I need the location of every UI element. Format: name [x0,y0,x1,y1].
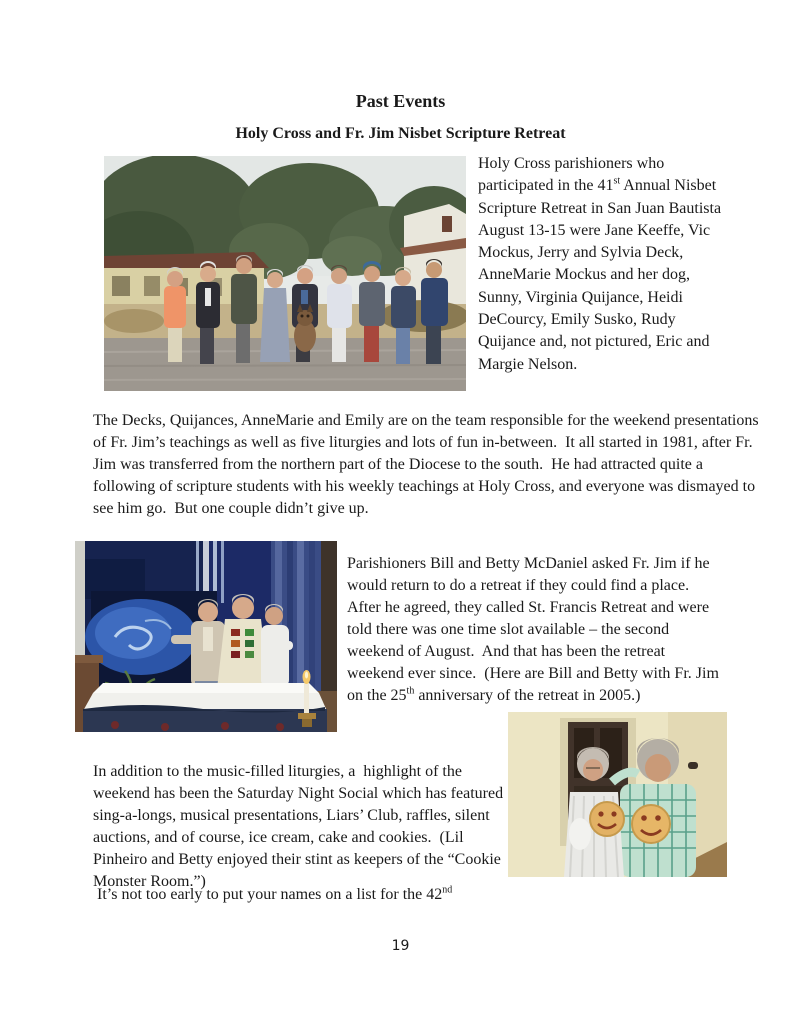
intro-paragraph [478,153,726,376]
history-paragraph: The Decks, Quijances, AnneMarie and Emily are on the team responsible for the weekend presentations of Fr. Jim’s teachings as well as five liturgies and lots of fun in-between. It all started in 1981, after Fr. Jim was transferred from the northern part of the Diocese to the south. He had attracted quite a following of scripture students with his weekly teachings at Holy Cross, and everyone was dismayed to see him go. But one couple didn’t give up. [93,412,763,517]
mcdaniel-paragraph [347,553,723,707]
social-paragraph: In addition to the music-filled liturgies, a highlight of the weekend has been the Saturday Night Social which has featured sing-a-longs, musical presentations, Liars’ Club, raffles, silent auctions, and of course, ice cream, cake and cookies. (Lil Pinheiro and Betty enjoyed their stint as keepers of the “Cookie Monster Room.”) [93,763,508,890]
ordinal-superscript: st [613,175,621,187]
closing-paragraph [93,884,523,906]
group-photo-art [104,156,466,391]
mcdaniel-text-1: Parishioners Bill and Betty McDaniel asked Fr. Jim if he would return to do a retreat if they could find a place. After he agreed, they called St. Francis Retreat and were told there was one time slot available – the second weekend of August. And that has been the retreat weekend ever since. (Here are Bill and Betty with Fr. Jim on the 25 [347,555,723,704]
intro-text-1: Holy Cross parishioners who participated in the 41 [478,155,669,195]
smiley-cookie [632,805,670,843]
ordinal-superscript: th [406,685,415,697]
page-number: 19 [391,938,410,954]
ordinal-superscript: nd [442,884,453,896]
mcdaniel-text-2: anniversary of the retreat in 2005.) [414,687,641,704]
altar-photo-art [75,541,337,732]
section-subtitle: Holy Cross and Fr. Jim Nisbet Scripture Retreat [235,125,566,142]
page-title: Past Events [355,91,446,111]
intro-text-2: Annual Nisbet Scripture Retreat in San Juan Bautista August 13-15 were Jane Keeffe, Vic Mockus, Jerry and Sylvia Deck, AnneMarie Mockus and her dog, Sunny, Virginia Quijance, Heidi DeCourcy, Emily Susko, Rudy Quijance and, not pictured, Eric and Margie Nelson. [478,177,725,373]
cookies-photo [508,712,727,877]
closing-text-1: It’s not too early to put your names on a list for the 42 [93,886,443,903]
group-photo [104,156,466,391]
smiley-cookie [590,802,624,836]
altar-photo [75,541,337,732]
cookies-photo-art [508,712,727,877]
